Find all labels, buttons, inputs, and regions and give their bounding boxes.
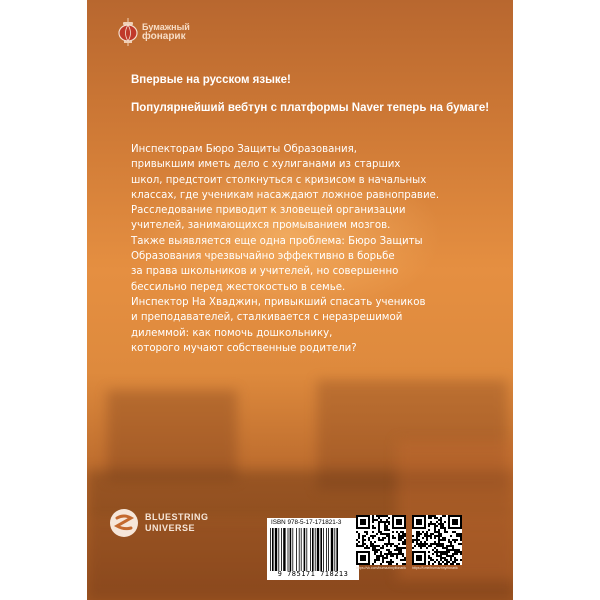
lantern-icon bbox=[117, 18, 139, 46]
publisher-name bbox=[142, 23, 190, 41]
description bbox=[131, 142, 491, 356]
background-building-left bbox=[107, 390, 237, 480]
barcode-digits: 9 785171 718213 bbox=[277, 570, 349, 578]
back-cover bbox=[87, 0, 513, 600]
description-paragraph-1: Инспекторам Бюро Защиты Образования, привыкшим иметь дело с хулиганами из старших школ, предстоит столкнуться с кризисом в начальных классах, где ученикам насаждают ложное равноправие. bbox=[131, 144, 440, 201]
headline-first-time: Впервые на русском языке! bbox=[131, 74, 291, 86]
qr-code-icon bbox=[356, 515, 406, 565]
brand-name bbox=[145, 512, 209, 534]
qr-caption-vk: https://vk.com/bumazhnyifonarik bbox=[356, 566, 406, 570]
bluestring-brand bbox=[109, 508, 209, 538]
brand-name-line1: BLUESTRING bbox=[145, 512, 209, 522]
qr-code-icon bbox=[412, 515, 462, 565]
brand-name-line2: UNIVERSE bbox=[145, 523, 196, 533]
isbn-barcode bbox=[267, 518, 359, 580]
description-paragraph-3: Также выявляется еще одна проблема: Бюро Защиты Образования чрезвычайно эффективно в борьбе за права школьников и учителей, но совершенно бессильно перед жестокостью в семье. bbox=[131, 235, 423, 293]
description-paragraph-4: Инспектор На Хваджин, привыкший спасать учеников и преподавателей, сталкивается с неразрешимой дилеммой: как помочь дошкольнику, которого мучают собственные родители? bbox=[131, 296, 426, 354]
headline-webtoon: Популярнейший вебтун с платформы Naver теперь на бумаге! bbox=[131, 102, 490, 114]
publisher-logo bbox=[117, 18, 190, 46]
publisher-name-line1: Бумажный bbox=[142, 22, 190, 32]
qr-caption-telegram: https://t.me/bumazhnyifonarik bbox=[412, 566, 458, 570]
bluestring-logo-icon bbox=[109, 508, 139, 538]
barcode bbox=[270, 528, 356, 571]
publisher-name-line2: фонарик bbox=[142, 31, 186, 42]
description-paragraph-2: Расследование приводит к зловещей организации учителей, занимающихся промыванием мозгов. bbox=[131, 205, 406, 232]
qr-code-vk[interactable] bbox=[356, 515, 406, 565]
qr-code-telegram[interactable] bbox=[412, 515, 462, 565]
isbn-number: ISBN 978-5-17-171821-3 bbox=[271, 519, 342, 526]
